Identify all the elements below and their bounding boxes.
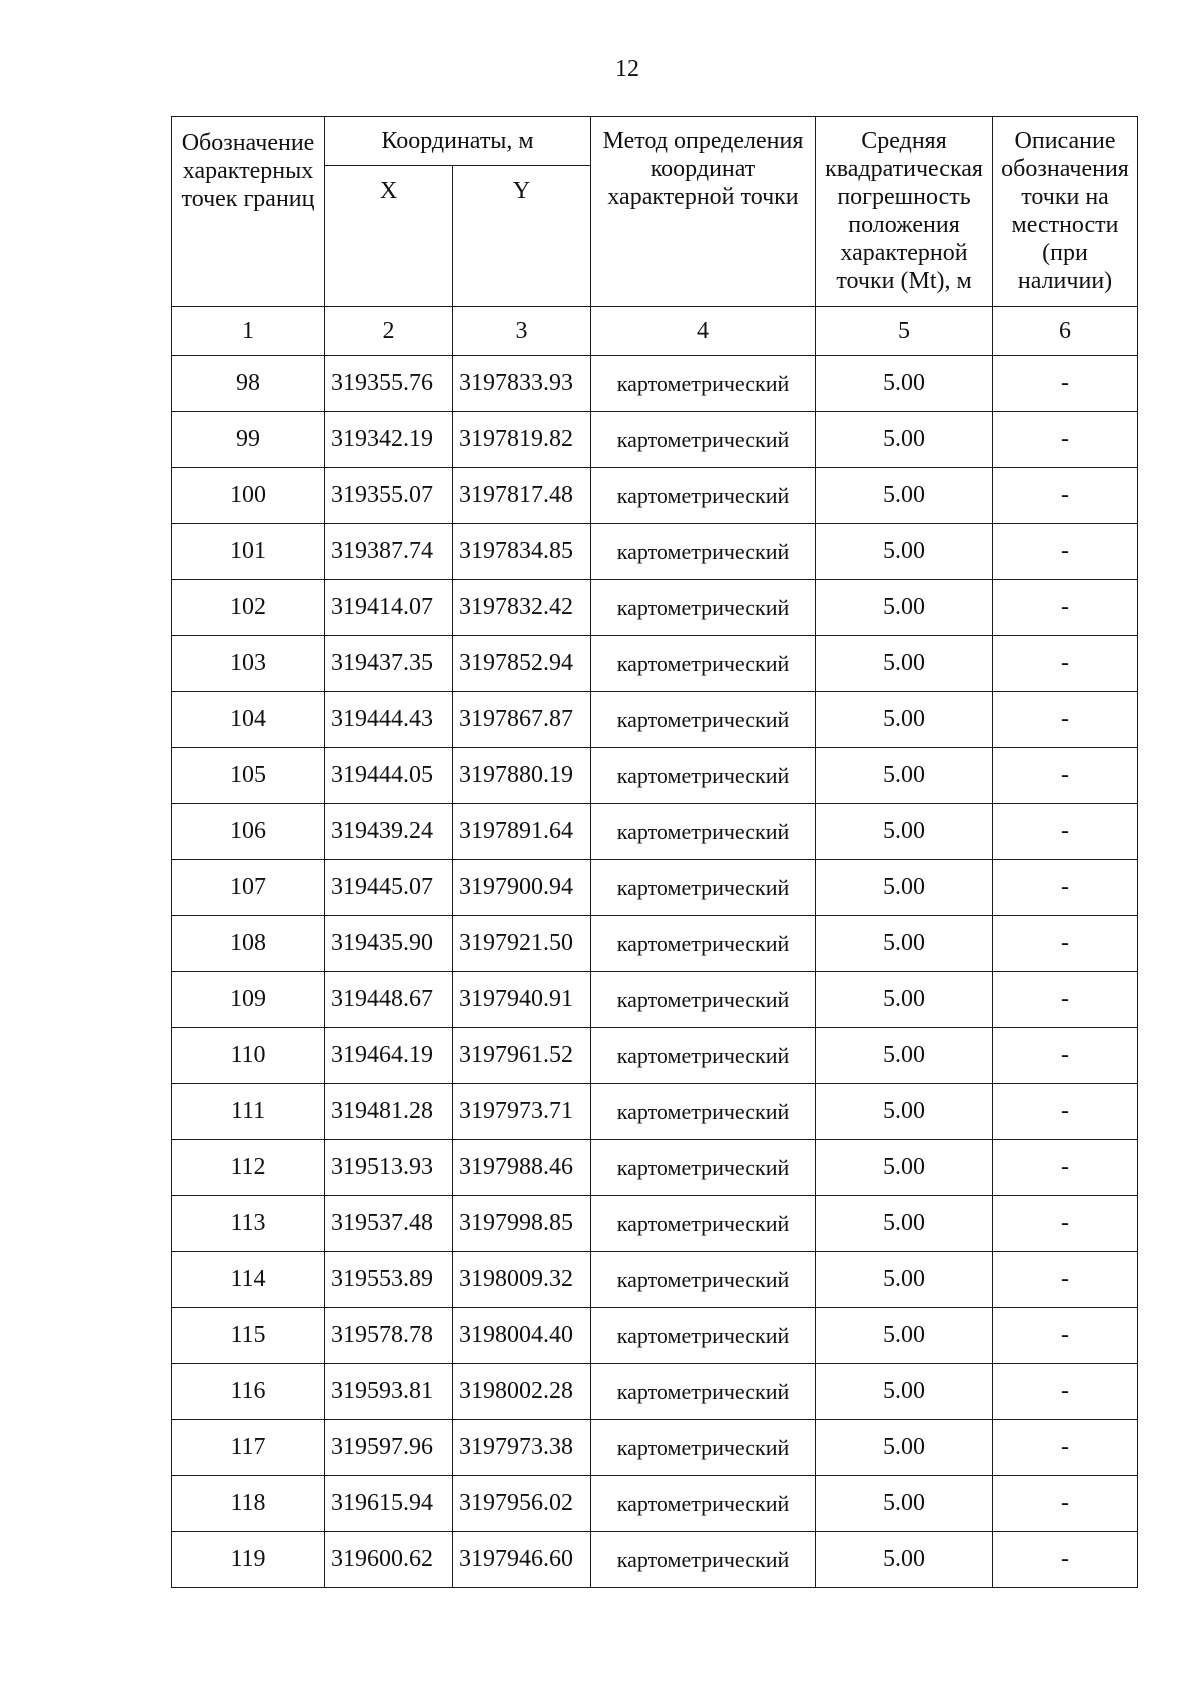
table-body bbox=[172, 356, 1138, 1588]
table-row bbox=[172, 1140, 1138, 1196]
error-cell: 5.00 bbox=[816, 916, 993, 972]
table-row bbox=[172, 972, 1138, 1028]
y-cell: 3197961.52 bbox=[453, 1028, 591, 1084]
table-row bbox=[172, 1028, 1138, 1084]
header-x: X bbox=[325, 166, 453, 307]
point-cell: 116 bbox=[172, 1364, 325, 1420]
description-cell: - bbox=[993, 1476, 1138, 1532]
method-cell: картометрический bbox=[591, 524, 816, 580]
description-cell: - bbox=[993, 1420, 1138, 1476]
point-cell: 107 bbox=[172, 860, 325, 916]
column-number: 6 bbox=[993, 307, 1138, 356]
description-cell: - bbox=[993, 916, 1138, 972]
y-cell: 3197940.91 bbox=[453, 972, 591, 1028]
header-point: Обозначение характерных точек границ bbox=[172, 117, 325, 307]
x-cell: 319444.43 bbox=[325, 692, 453, 748]
description-cell: - bbox=[993, 580, 1138, 636]
column-number: 5 bbox=[816, 307, 993, 356]
method-cell: картометрический bbox=[591, 1028, 816, 1084]
x-cell: 319600.62 bbox=[325, 1532, 453, 1588]
point-cell: 109 bbox=[172, 972, 325, 1028]
y-cell: 3197946.60 bbox=[453, 1532, 591, 1588]
method-cell: картометрический bbox=[591, 1476, 816, 1532]
x-cell: 319481.28 bbox=[325, 1084, 453, 1140]
y-cell: 3197921.50 bbox=[453, 916, 591, 972]
column-number: 4 bbox=[591, 307, 816, 356]
description-cell: - bbox=[993, 748, 1138, 804]
point-cell: 105 bbox=[172, 748, 325, 804]
x-cell: 319537.48 bbox=[325, 1196, 453, 1252]
method-cell: картометрический bbox=[591, 412, 816, 468]
table-row bbox=[172, 860, 1138, 916]
x-cell: 319578.78 bbox=[325, 1308, 453, 1364]
error-cell: 5.00 bbox=[816, 1420, 993, 1476]
description-cell: - bbox=[993, 468, 1138, 524]
x-cell: 319355.76 bbox=[325, 356, 453, 412]
table-row bbox=[172, 524, 1138, 580]
error-cell: 5.00 bbox=[816, 1140, 993, 1196]
y-cell: 3197832.42 bbox=[453, 580, 591, 636]
y-cell: 3197988.46 bbox=[453, 1140, 591, 1196]
y-cell: 3197998.85 bbox=[453, 1196, 591, 1252]
point-cell: 99 bbox=[172, 412, 325, 468]
error-cell: 5.00 bbox=[816, 636, 993, 692]
point-cell: 103 bbox=[172, 636, 325, 692]
error-cell: 5.00 bbox=[816, 1084, 993, 1140]
method-cell: картометрический bbox=[591, 1364, 816, 1420]
description-cell: - bbox=[993, 1140, 1138, 1196]
point-cell: 104 bbox=[172, 692, 325, 748]
method-cell: картометрический bbox=[591, 692, 816, 748]
method-cell: картометрический bbox=[591, 1140, 816, 1196]
error-cell: 5.00 bbox=[816, 524, 993, 580]
error-cell: 5.00 bbox=[816, 1532, 993, 1588]
method-cell: картометрический bbox=[591, 1532, 816, 1588]
column-number: 2 bbox=[325, 307, 453, 356]
error-cell: 5.00 bbox=[816, 748, 993, 804]
table-row bbox=[172, 1308, 1138, 1364]
point-cell: 108 bbox=[172, 916, 325, 972]
error-cell: 5.00 bbox=[816, 1308, 993, 1364]
header-method: Метод определения координат характерной точки bbox=[591, 117, 816, 307]
method-cell: картометрический bbox=[591, 1420, 816, 1476]
x-cell: 319444.05 bbox=[325, 748, 453, 804]
method-cell: картометрический bbox=[591, 1196, 816, 1252]
description-cell: - bbox=[993, 860, 1138, 916]
y-cell: 3197833.93 bbox=[453, 356, 591, 412]
error-cell: 5.00 bbox=[816, 468, 993, 524]
description-cell: - bbox=[993, 972, 1138, 1028]
column-numbers-row bbox=[172, 307, 1138, 356]
description-cell: - bbox=[993, 1308, 1138, 1364]
y-cell: 3198004.40 bbox=[453, 1308, 591, 1364]
error-cell: 5.00 bbox=[816, 412, 993, 468]
table-row bbox=[172, 1252, 1138, 1308]
y-cell: 3197891.64 bbox=[453, 804, 591, 860]
table-row bbox=[172, 1532, 1138, 1588]
y-cell: 3197973.71 bbox=[453, 1084, 591, 1140]
error-cell: 5.00 bbox=[816, 356, 993, 412]
description-cell: - bbox=[993, 356, 1138, 412]
y-cell: 3198002.28 bbox=[453, 1364, 591, 1420]
table-row bbox=[172, 748, 1138, 804]
method-cell: картометрический bbox=[591, 1308, 816, 1364]
x-cell: 319342.19 bbox=[325, 412, 453, 468]
table-row bbox=[172, 1084, 1138, 1140]
page-number: 12 bbox=[615, 56, 639, 82]
y-cell: 3197956.02 bbox=[453, 1476, 591, 1532]
x-cell: 319355.07 bbox=[325, 468, 453, 524]
y-cell: 3197852.94 bbox=[453, 636, 591, 692]
table-row bbox=[172, 692, 1138, 748]
description-cell: - bbox=[993, 1364, 1138, 1420]
description-cell: - bbox=[993, 1532, 1138, 1588]
y-cell: 3197819.82 bbox=[453, 412, 591, 468]
method-cell: картометрический bbox=[591, 972, 816, 1028]
description-cell: - bbox=[993, 636, 1138, 692]
description-cell: - bbox=[993, 1196, 1138, 1252]
x-cell: 319615.94 bbox=[325, 1476, 453, 1532]
point-cell: 118 bbox=[172, 1476, 325, 1532]
description-cell: - bbox=[993, 692, 1138, 748]
method-cell: картометрический bbox=[591, 748, 816, 804]
header-error: Средняя квадратическая погрешность положения характерной точки (Mt), м bbox=[816, 117, 993, 307]
point-cell: 101 bbox=[172, 524, 325, 580]
y-cell: 3197973.38 bbox=[453, 1420, 591, 1476]
y-cell: 3197817.48 bbox=[453, 468, 591, 524]
table-row bbox=[172, 916, 1138, 972]
point-cell: 106 bbox=[172, 804, 325, 860]
table-row bbox=[172, 1364, 1138, 1420]
x-cell: 319445.07 bbox=[325, 860, 453, 916]
y-cell: 3197834.85 bbox=[453, 524, 591, 580]
x-cell: 319553.89 bbox=[325, 1252, 453, 1308]
x-cell: 319437.35 bbox=[325, 636, 453, 692]
y-cell: 3197900.94 bbox=[453, 860, 591, 916]
point-cell: 112 bbox=[172, 1140, 325, 1196]
method-cell: картометрический bbox=[591, 580, 816, 636]
method-cell: картометрический bbox=[591, 636, 816, 692]
error-cell: 5.00 bbox=[816, 972, 993, 1028]
point-cell: 114 bbox=[172, 1252, 325, 1308]
description-cell: - bbox=[993, 1252, 1138, 1308]
header-description: Описание обозначения точки на местности (при наличии) bbox=[993, 117, 1138, 307]
description-cell: - bbox=[993, 524, 1138, 580]
table-row bbox=[172, 356, 1138, 412]
x-cell: 319387.74 bbox=[325, 524, 453, 580]
x-cell: 319414.07 bbox=[325, 580, 453, 636]
error-cell: 5.00 bbox=[816, 860, 993, 916]
x-cell: 319597.96 bbox=[325, 1420, 453, 1476]
error-cell: 5.00 bbox=[816, 1028, 993, 1084]
x-cell: 319513.93 bbox=[325, 1140, 453, 1196]
column-number: 1 bbox=[172, 307, 325, 356]
table-row bbox=[172, 636, 1138, 692]
description-cell: - bbox=[993, 1084, 1138, 1140]
error-cell: 5.00 bbox=[816, 1364, 993, 1420]
x-cell: 319464.19 bbox=[325, 1028, 453, 1084]
table-row bbox=[172, 1196, 1138, 1252]
method-cell: картометрический bbox=[591, 1084, 816, 1140]
table-header bbox=[172, 117, 1138, 356]
error-cell: 5.00 bbox=[816, 692, 993, 748]
x-cell: 319448.67 bbox=[325, 972, 453, 1028]
description-cell: - bbox=[993, 412, 1138, 468]
x-cell: 319439.24 bbox=[325, 804, 453, 860]
x-cell: 319435.90 bbox=[325, 916, 453, 972]
method-cell: картометрический bbox=[591, 916, 816, 972]
y-cell: 3197867.87 bbox=[453, 692, 591, 748]
error-cell: 5.00 bbox=[816, 804, 993, 860]
method-cell: картометрический bbox=[591, 356, 816, 412]
table-row bbox=[172, 1420, 1138, 1476]
point-cell: 102 bbox=[172, 580, 325, 636]
error-cell: 5.00 bbox=[816, 1252, 993, 1308]
point-cell: 110 bbox=[172, 1028, 325, 1084]
table-row bbox=[172, 804, 1138, 860]
table-row bbox=[172, 412, 1138, 468]
y-cell: 3198009.32 bbox=[453, 1252, 591, 1308]
y-cell: 3197880.19 bbox=[453, 748, 591, 804]
method-cell: картометрический bbox=[591, 1252, 816, 1308]
x-cell: 319593.81 bbox=[325, 1364, 453, 1420]
method-cell: картометрический bbox=[591, 804, 816, 860]
point-cell: 113 bbox=[172, 1196, 325, 1252]
point-cell: 119 bbox=[172, 1532, 325, 1588]
point-cell: 115 bbox=[172, 1308, 325, 1364]
table-row bbox=[172, 580, 1138, 636]
description-cell: - bbox=[993, 1028, 1138, 1084]
point-cell: 100 bbox=[172, 468, 325, 524]
coordinates-table bbox=[171, 116, 1138, 1588]
point-cell: 117 bbox=[172, 1420, 325, 1476]
point-cell: 111 bbox=[172, 1084, 325, 1140]
point-cell: 98 bbox=[172, 356, 325, 412]
error-cell: 5.00 bbox=[816, 580, 993, 636]
table-row bbox=[172, 468, 1138, 524]
header-coords: Координаты, м bbox=[325, 117, 591, 166]
error-cell: 5.00 bbox=[816, 1476, 993, 1532]
description-cell: - bbox=[993, 804, 1138, 860]
table-row bbox=[172, 1476, 1138, 1532]
method-cell: картометрический bbox=[591, 860, 816, 916]
method-cell: картометрический bbox=[591, 468, 816, 524]
column-number: 3 bbox=[453, 307, 591, 356]
error-cell: 5.00 bbox=[816, 1196, 993, 1252]
header-y: Y bbox=[453, 166, 591, 307]
